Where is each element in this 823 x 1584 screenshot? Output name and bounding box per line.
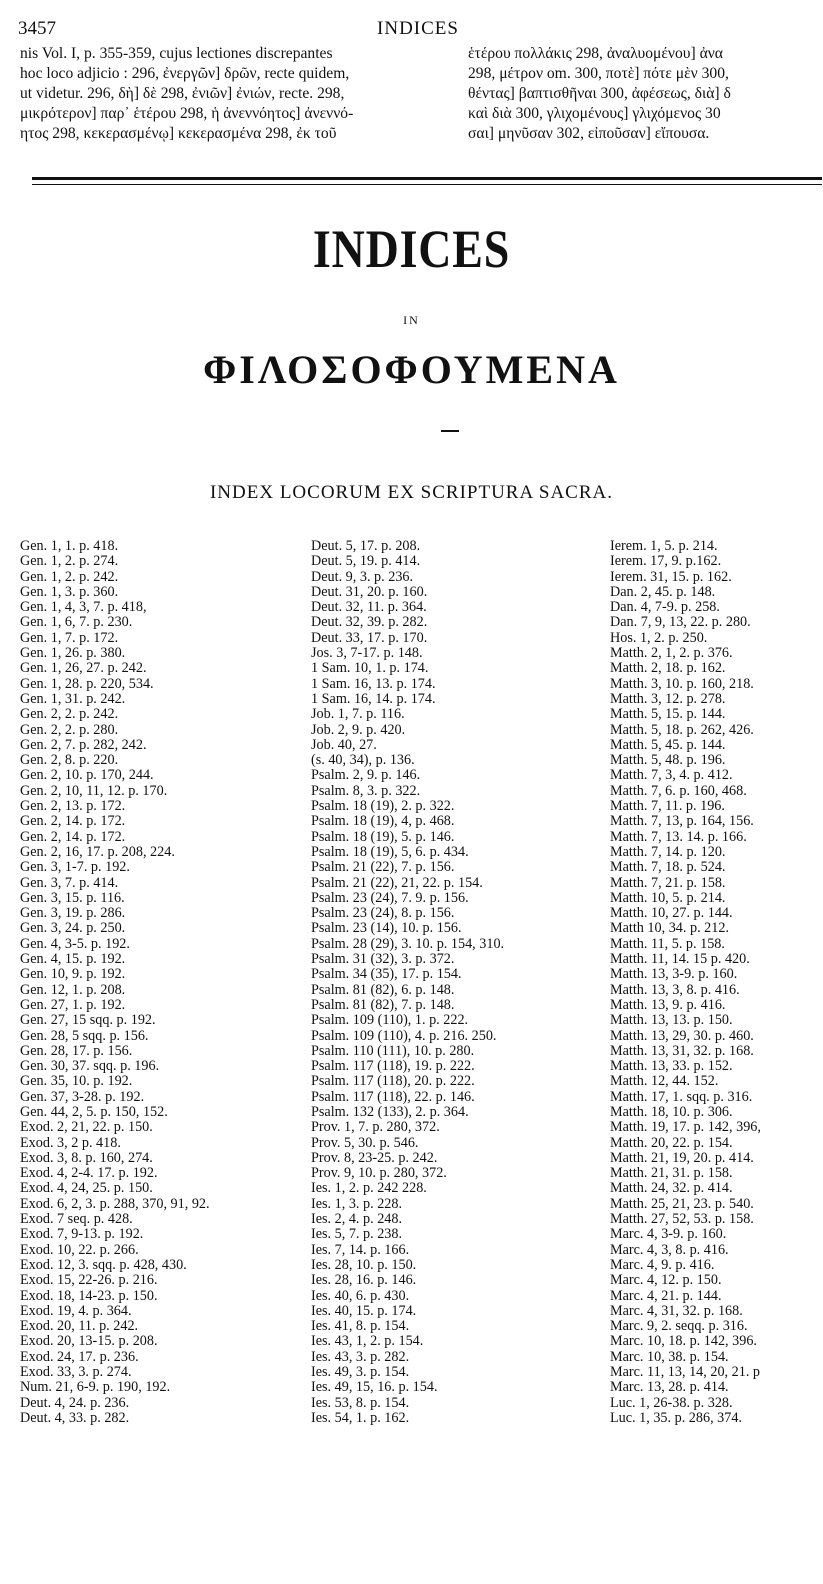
- index-entry: Psalm. 31 (32), 3. p. 372.: [311, 951, 455, 968]
- index-entry: Gen. 37, 3-28. p. 192.: [20, 1088, 145, 1105]
- index-entry: Exod. 19, 4. p. 364.: [20, 1302, 132, 1319]
- previous-text-line: μικρότερον] παρ᾽ ἑτέρου 298, ἡ ἀνεννόητος] ἀνεννό-: [20, 105, 354, 122]
- index-entry: Matth. 2, 18. p. 162.: [610, 660, 726, 677]
- index-entry: Marc. 4, 3, 8. p. 416.: [610, 1241, 729, 1258]
- index-entry: Dan. 7, 9, 13, 22. p. 280.: [610, 614, 751, 631]
- index-entry: Dan. 4, 7-9. p. 258.: [610, 599, 720, 616]
- index-entry: Psalm. 81 (82), 6. p. 148.: [311, 981, 455, 998]
- index-entry: Matth. 5, 48. p. 196.: [610, 752, 726, 769]
- section-rule-thick: [32, 177, 822, 180]
- index-entry: Deut. 31, 20. p. 160.: [311, 583, 428, 600]
- index-entry: Marc. 4, 9. p. 416.: [610, 1256, 715, 1273]
- index-entry: Ies. 49, 15, 16. p. 154.: [311, 1379, 438, 1396]
- index-entry: Exod. 4, 24, 25. p. 150.: [20, 1180, 153, 1197]
- title-dash: [441, 430, 459, 432]
- index-entry: Marc. 10, 38. p. 154.: [610, 1348, 729, 1365]
- index-entry: Matth. 3, 12. p. 278.: [610, 690, 726, 707]
- index-entry: Exod. 7, 9-13. p. 192.: [20, 1226, 144, 1243]
- index-entry: Marc. 4, 31, 32. p. 168.: [610, 1302, 743, 1319]
- index-entry: Deut. 9, 3. p. 236.: [311, 568, 414, 585]
- index-entry: Gen. 3, 1-7. p. 192.: [20, 859, 130, 876]
- index-entry: Ies. 54, 1. p. 162.: [311, 1409, 410, 1426]
- index-entry: Gen. 1, 4, 3, 7. p. 418,: [20, 599, 147, 616]
- index-entry: Psalm. 18 (19), 4, p. 468.: [311, 813, 455, 830]
- index-entry: Gen. 2, 2. p. 242.: [20, 706, 119, 723]
- index-entry: Gen. 2, 8. p. 220.: [20, 752, 119, 769]
- index-entry: Exod. 33, 3. p. 274.: [20, 1364, 132, 1381]
- index-entry: Psalm. 21 (22), 7. p. 156.: [311, 859, 455, 876]
- previous-text-line: ητος 298, κεκερασμένῳ] κεκερασμένα 298, ἐκ τοῦ: [20, 125, 337, 142]
- index-entry: Matth. 13, 3, 8. p. 416.: [610, 981, 740, 998]
- index-entry: Marc. 13, 28. p. 414.: [610, 1379, 729, 1396]
- index-entry: Psalm. 23 (24), 8. p. 156.: [311, 905, 455, 922]
- index-entry: Matth. 13, 3-9. p. 160.: [610, 966, 738, 983]
- index-entry: Deut. 4, 33. p. 282.: [20, 1409, 130, 1426]
- title-connector: IN: [403, 313, 420, 327]
- index-entry: Matth. 5, 18. p. 262, 426.: [610, 721, 754, 738]
- index-entry: Psalm. 109 (110), 4. p. 216. 250.: [311, 1027, 497, 1044]
- index-entry: Matth. 13, 29, 30. p. 460.: [610, 1027, 754, 1044]
- previous-text-line: ἑτέρου πολλάκις 298, ἀναλυομένου] ἀνα: [468, 45, 723, 62]
- index-entry: Gen. 2, 7. p. 282, 242.: [20, 736, 147, 753]
- index-entry: Gen. 1, 1. p. 418.: [20, 538, 119, 554]
- index-entry: Gen. 1, 26, 27. p. 242.: [20, 660, 147, 677]
- index-entry: Exod. 12, 3. sqq. p. 428, 430.: [20, 1256, 187, 1273]
- index-entry: Ies. 2, 4. p. 248.: [311, 1211, 403, 1228]
- index-entry: Exod. 4, 2-4. 17. p. 192.: [20, 1165, 158, 1182]
- index-entry: Psalm. 81 (82), 7. p. 148.: [311, 996, 455, 1013]
- index-entry: Luc. 1, 35. p. 286, 374.: [610, 1409, 743, 1426]
- index-entry: Deut. 32, 39. p. 282.: [311, 614, 428, 631]
- index-entry: Exod. 3, 8. p. 160, 274.: [20, 1149, 153, 1166]
- previous-text-right-column: [468, 44, 823, 144]
- index-entry: Matth 10, 34. p. 212.: [610, 920, 730, 937]
- index-entry: Prov. 1, 7. p. 280, 372.: [311, 1119, 440, 1136]
- index-entry: Gen. 27, 1. p. 192.: [20, 996, 126, 1013]
- index-entry: Gen. 4, 15. p. 192.: [20, 951, 126, 968]
- index-entry: Matth. 13, 9. p. 416.: [610, 996, 726, 1013]
- index-entry: Gen. 28, 5 sqq. p. 156.: [20, 1027, 149, 1044]
- index-entry: Gen. 1, 2. p. 242.: [20, 568, 119, 585]
- index-entry: Matth. 21, 19, 20. p. 414.: [610, 1149, 754, 1166]
- index-entry: Matth. 17, 1. sqq. p. 316.: [610, 1088, 753, 1105]
- index-entry: Matth. 7, 13, p. 164, 156.: [610, 813, 754, 830]
- previous-text-line: θέντας] βαπτισθῆναι 300, ἀφέσεως, διὰ] δ: [468, 85, 731, 102]
- index-entry: Matth. 3, 10. p. 160, 218.: [610, 675, 754, 692]
- index-entry: Matth. 7, 13. 14. p. 166.: [610, 828, 747, 845]
- index-entry: Ies. 5, 7. p. 238.: [311, 1226, 403, 1243]
- index-entry: (s. 40, 34), p. 136.: [311, 752, 415, 769]
- index-column-1: [20, 539, 305, 1426]
- index-entry: Ierem. 1, 5. p. 214.: [610, 539, 718, 554]
- index-entry: Psalm. 109 (110), 1. p. 222.: [311, 1012, 469, 1029]
- index-entry: Gen. 2, 10, 11, 12. p. 170.: [20, 782, 168, 799]
- index-entry: Matth. 13, 31, 32. p. 168.: [610, 1042, 754, 1059]
- index-entry: Matth. 5, 15. p. 144.: [610, 706, 726, 723]
- index-entry: Gen. 1, 31. p. 242.: [20, 690, 126, 707]
- index-entry: Matth. 2, 1, 2. p. 376.: [610, 645, 733, 662]
- index-entry: Psalm. 8, 3. p. 322.: [311, 782, 421, 799]
- index-entry: Marc. 10, 18. p. 142, 396.: [610, 1333, 757, 1350]
- index-entry: Matth. 13, 33. p. 152.: [610, 1058, 733, 1075]
- index-entry: Psalm. 21 (22), 21, 22. p. 154.: [311, 874, 483, 891]
- index-entry: Ies. 28, 16. p. 146.: [311, 1272, 417, 1289]
- index-entry: Num. 21, 6-9. p. 190, 192.: [20, 1379, 171, 1396]
- index-entry: Job. 2, 9. p. 420.: [311, 721, 406, 738]
- index-entry: Matth. 21, 31. p. 158.: [610, 1165, 733, 1182]
- index-entry: Matth. 7, 3, 4. p. 412.: [610, 767, 733, 784]
- index-entry: Gen. 2, 16, 17. p. 208, 224.: [20, 843, 175, 860]
- index-entry: Ies. 53, 8. p. 154.: [311, 1394, 410, 1411]
- index-entry: Psalm. 23 (24), 7. 9. p. 156.: [311, 889, 469, 906]
- index-entry: Exod. 6, 2, 3. p. 288, 370, 91, 92.: [20, 1195, 210, 1212]
- index-entry: Deut. 5, 17. p. 208.: [311, 538, 421, 554]
- index-entry: Gen. 3, 19. p. 286.: [20, 905, 126, 922]
- index-entry: Matth. 19, 17. p. 142, 396,: [610, 1119, 761, 1136]
- previous-text-line: σαι] μηνῦσαν 302, εἰποῦσαν] εἴπουσα.: [468, 125, 710, 142]
- index-entry: Marc. 11, 13, 14, 20, 21. p: [610, 1364, 761, 1381]
- running-head: [18, 18, 818, 40]
- index-entry: Exod. 7 seq. p. 428.: [20, 1211, 133, 1228]
- main-title: INDICES: [312, 219, 511, 279]
- index-entry: Ies. 49, 3. p. 154.: [311, 1364, 410, 1381]
- index-entry: Gen. 1, 7. p. 172.: [20, 629, 119, 646]
- index-entry: Psalm. 23 (14), 10. p. 156.: [311, 920, 462, 937]
- index-entry: Jos. 3, 7-17. p. 148.: [311, 645, 423, 662]
- index-entry: 1 Sam. 16, 14. p. 174.: [311, 690, 436, 707]
- index-entry: Exod. 10, 22. p. 266.: [20, 1241, 139, 1258]
- index-entry: Matth. 27, 52, 53. p. 158.: [610, 1211, 754, 1228]
- index-entry: Matth. 25, 21, 23. p. 540.: [610, 1195, 754, 1212]
- index-entry: Matth. 11, 5. p. 158.: [610, 935, 725, 952]
- previous-text-line: nis Vol. I, p. 355-359, cujus lectiones discrepantes: [20, 45, 333, 62]
- index-entry: Matth. 20, 22. p. 154.: [610, 1134, 733, 1151]
- index-entry: Ies. 1, 2. p. 242 228.: [311, 1180, 427, 1197]
- index-entry: Gen. 1, 26. p. 380.: [20, 645, 126, 662]
- index-entry: Gen. 44, 2, 5. p. 150, 152.: [20, 1103, 168, 1120]
- index-entry: Gen. 2, 10. p. 170, 244.: [20, 767, 154, 784]
- previous-text-left-column: [20, 44, 450, 144]
- index-entry: Matth. 18, 10. p. 306.: [610, 1103, 733, 1120]
- index-entry: Exod. 20, 11. p. 242.: [20, 1318, 139, 1335]
- index-entry: Dan. 2, 45. p. 148.: [610, 583, 716, 600]
- index-entry: Ierem. 17, 9. p.162.: [610, 553, 722, 570]
- index-entry: Marc. 4, 12. p. 150.: [610, 1272, 722, 1289]
- section-title: INDEX LOCORUM EX SCRIPTURA SACRA.: [209, 482, 614, 503]
- index-entry: Marc. 4, 3-9. p. 160.: [610, 1226, 727, 1243]
- index-entry: Gen. 3, 15. p. 116.: [20, 889, 125, 906]
- index-entry: Gen. 2, 2. p. 280.: [20, 721, 119, 738]
- index-entry: 1 Sam. 10, 1. p. 174.: [311, 660, 429, 677]
- index-entry: Psalm. 28 (29), 3. 10. p. 154, 310.: [311, 935, 505, 952]
- index-entry: Exod. 24, 17. p. 236.: [20, 1348, 139, 1365]
- index-column-3: [610, 539, 822, 1426]
- index-entry: Matth. 7, 14. p. 120.: [610, 843, 726, 860]
- index-entry: Deut. 32, 11. p. 364.: [311, 599, 427, 616]
- index-entry: Ies. 40, 6. p. 430.: [311, 1287, 410, 1304]
- index-entry: Marc. 4, 21. p. 144.: [610, 1287, 722, 1304]
- index-entry: Psalm. 117 (118), 22. p. 146.: [311, 1088, 475, 1105]
- index-entry: Gen. 2, 14. p. 172.: [20, 813, 126, 830]
- index-entry: Prov. 8, 23-25. p. 242.: [311, 1149, 438, 1166]
- index-entry: Matth. 13, 13. p. 150.: [610, 1012, 733, 1029]
- index-entry: 1 Sam. 16, 13. p. 174.: [311, 675, 436, 692]
- index-entry: Psalm. 117 (118), 19. p. 222.: [311, 1058, 475, 1075]
- index-entry: Ies. 40, 15. p. 174.: [311, 1302, 417, 1319]
- index-entry: Ies. 43, 3. p. 282.: [311, 1348, 410, 1365]
- index-entry: Matth. 7, 11. p. 196.: [610, 798, 725, 815]
- index-entry: Ies. 41, 8. p. 154.: [311, 1318, 410, 1335]
- index-entry: Matth. 7, 21. p. 158.: [610, 874, 726, 891]
- index-entry: Ies. 28, 10. p. 150.: [311, 1256, 417, 1273]
- index-entry: Deut. 4, 24. p. 236.: [20, 1394, 130, 1411]
- index-entry: Gen. 3, 7. p. 414.: [20, 874, 119, 891]
- index-entry: Exod. 2, 21, 22. p. 150.: [20, 1119, 153, 1136]
- index-entry: Gen. 12, 1. p. 208.: [20, 981, 126, 998]
- index-entry: Gen. 10, 9. p. 192.: [20, 966, 126, 983]
- index-entry: Ierem. 31, 15. p. 162.: [610, 568, 732, 585]
- index-entry: Matth. 5, 45. p. 144.: [610, 736, 726, 753]
- index-entry: Matth. 24, 32. p. 414.: [610, 1180, 733, 1197]
- index-entry: Gen. 1, 6, 7. p. 230.: [20, 614, 133, 631]
- index-entry: Matth. 7, 6. p. 160, 468.: [610, 782, 747, 799]
- index-entry: Gen. 27, 15 sqq. p. 192.: [20, 1012, 156, 1029]
- index-entry: Gen. 1, 3. p. 360.: [20, 583, 119, 600]
- index-entry: Matth. 11, 14. 15 p. 420.: [610, 951, 750, 968]
- index-entry: Ies. 43, 1, 2. p. 154.: [311, 1333, 424, 1350]
- previous-text-line: hoc loco adjicio : 296, ἐνεργῶν] δρῶν, recte quidem,: [20, 65, 350, 82]
- index-entry: Exod. 18, 14-23. p. 150.: [20, 1287, 158, 1304]
- index-entry: Psalm. 110 (111), 10. p. 280.: [311, 1042, 475, 1059]
- index-entry: Psalm. 34 (35), 17. p. 154.: [311, 966, 462, 983]
- index-entry: Gen. 30, 37. sqq. p. 196.: [20, 1058, 160, 1075]
- previous-text-line: 298, μέτρον om. 300, ποτὲ] πότε μὲν 300,: [468, 65, 729, 82]
- index-entry: Ies. 7, 14. p. 166.: [311, 1241, 410, 1258]
- index-entry: Psalm. 18 (19), 5. p. 146.: [311, 828, 455, 845]
- running-title: INDICES: [377, 18, 459, 39]
- index-entry: Prov. 9, 10. p. 280, 372.: [311, 1165, 447, 1182]
- index-entry: Exod. 15, 22-26. p. 216.: [20, 1272, 158, 1289]
- previous-text-line: καὶ διὰ 300, γλιχομένους] γλιχόμενος 30: [468, 105, 721, 122]
- index-entry: Exod. 20, 13-15. p. 208.: [20, 1333, 158, 1350]
- index-entry: Matth. 7, 18. p. 524.: [610, 859, 726, 876]
- index-entry: Matth. 10, 27. p. 144.: [610, 905, 733, 922]
- index-entry: Gen. 4, 3-5. p. 192.: [20, 935, 130, 952]
- index-entry: Psalm. 18 (19), 5, 6. p. 434.: [311, 843, 469, 860]
- index-entry: Gen. 2, 14. p. 172.: [20, 828, 126, 845]
- greek-title: ΦΙΛΟΣΟΦΟΥΜΕΝΑ: [203, 347, 620, 392]
- index-entry: Psalm. 18 (19), 2. p. 322.: [311, 798, 455, 815]
- index-entry: Exod. 3, 2 p. 418.: [20, 1134, 121, 1151]
- previous-text-line: ut videtur. 296, δὴ] δὲ 298, ἐνιῶν] ἐνιών, recte. 298,: [20, 85, 345, 102]
- index-entry: Prov. 5, 30. p. 546.: [311, 1134, 419, 1151]
- index-entry: Deut. 5, 19. p. 414.: [311, 553, 421, 570]
- index-entry: Job. 40, 27.: [311, 736, 377, 753]
- index-entry: Psalm. 132 (133), 2. p. 364.: [311, 1103, 469, 1120]
- index-entry: Luc. 1, 26-38. p. 328.: [610, 1394, 733, 1411]
- index-entry: Gen. 2, 13. p. 172.: [20, 798, 126, 815]
- index-entry: Psalm. 2, 9. p. 146.: [311, 767, 421, 784]
- page-number: 3457: [18, 18, 56, 39]
- index-entry: Hos. 1, 2. p. 250.: [610, 629, 708, 646]
- section-rule-thin: [32, 184, 822, 185]
- index-entry: Matth. 12, 44. 152.: [610, 1073, 719, 1090]
- index-entry: Gen. 28, 17. p. 156.: [20, 1042, 133, 1059]
- index-column-2: [311, 539, 606, 1426]
- index-entry: Gen. 1, 28. p. 220, 534.: [20, 675, 154, 692]
- index-entry: Marc. 9, 2. seqq. p. 316.: [610, 1318, 748, 1335]
- index-entry: Ies. 1, 3. p. 228.: [311, 1195, 403, 1212]
- index-entry: Gen. 3, 24. p. 250.: [20, 920, 126, 937]
- index-entry: Gen. 1, 2. p. 274.: [20, 553, 119, 570]
- index-entry: Job. 1, 7. p. 116.: [311, 706, 405, 723]
- index-entry: Deut. 33, 17. p. 170.: [311, 629, 428, 646]
- index-entry: Psalm. 117 (118), 20. p. 222.: [311, 1073, 475, 1090]
- index-entry: Gen. 35, 10. p. 192.: [20, 1073, 133, 1090]
- index-entry: Matth. 10, 5. p. 214.: [610, 889, 726, 906]
